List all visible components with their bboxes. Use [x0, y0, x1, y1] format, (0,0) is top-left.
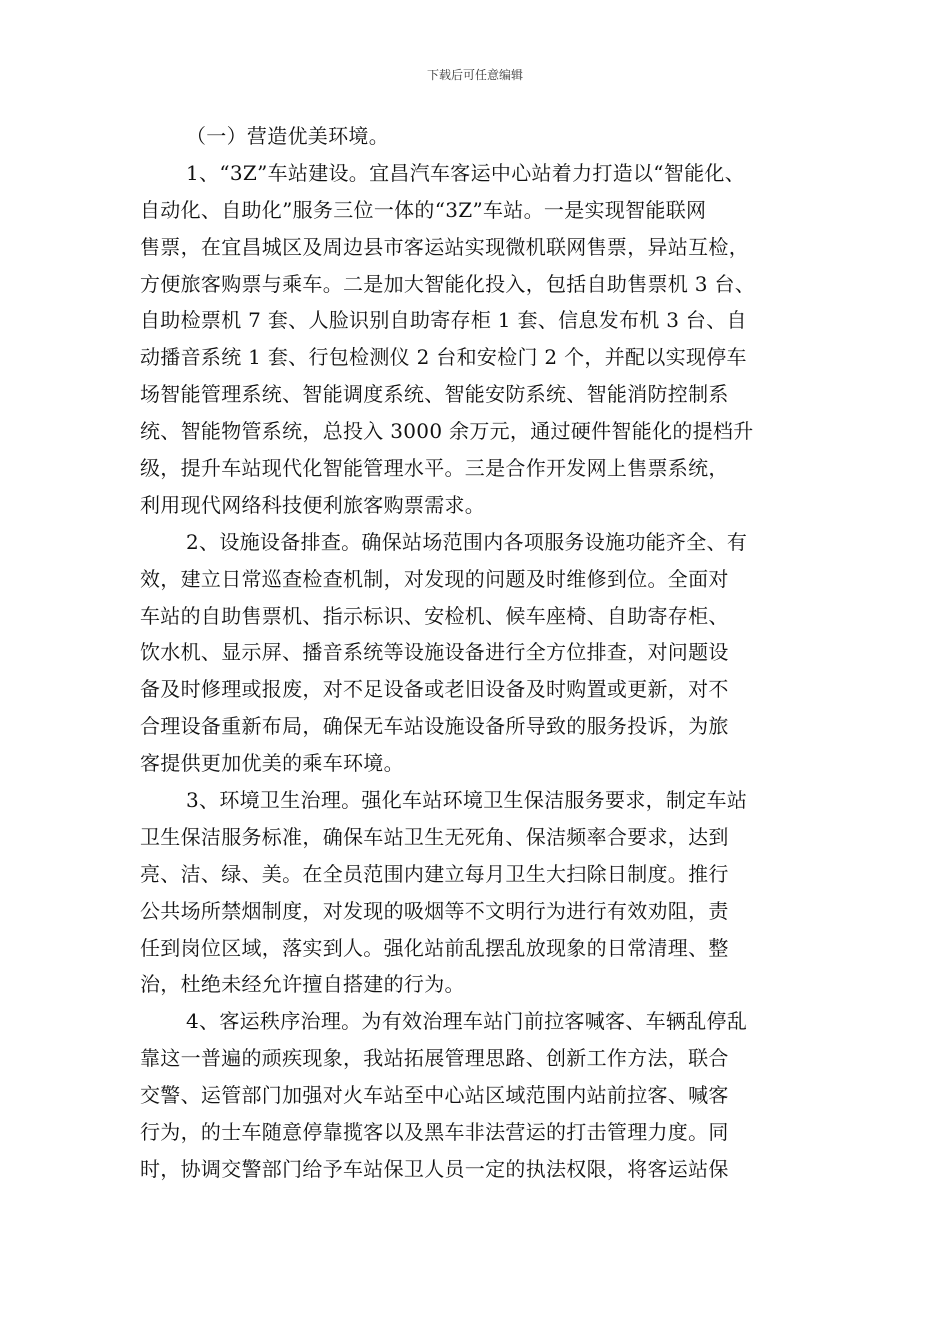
paragraph-line: 备及时修理或报废，对不足设备或老旧设备及时购置或更新，对不 [140, 677, 729, 702]
paragraph-line: 利用现代网络科技便利旅客购票需求。 [140, 492, 486, 517]
paragraph-line: 治，杜绝未经允许擅自搭建的行为。 [140, 972, 465, 997]
section-heading: （一）营造优美环境。 [186, 124, 389, 148]
paragraph-line: 场智能管理系统、智能调度系统、智能安防系统、智能消防控制系 [140, 382, 729, 407]
paragraph-line: 交警、运管部门加强对火车站至中心站区域范围内站前拉客、喊客 [140, 1083, 729, 1108]
paragraph-line: 2、设施设备排查。确保站场范围内各项服务设施功能齐全、有 [186, 529, 748, 554]
paragraph-line: 4、客运秩序治理。为有效治理车站门前拉客喊客、车辆乱停乱 [186, 1009, 748, 1034]
paragraph-line: 行为，的士车随意停靠揽客以及黑车非法营运的打击管理力度。同 [140, 1120, 729, 1145]
paragraph-line: 自动化、自助化”服务三位一体的“3Z”车站。一是实现智能联网 [140, 197, 707, 222]
paragraph-line: 靠这一普遍的顽疾现象，我站拓展管理思路、创新工作方法，联合 [140, 1046, 729, 1071]
paragraph-line: 客提供更加优美的乘车环境。 [140, 751, 404, 776]
paragraph-line: 效，建立日常巡查检查机制，对发现的问题及时维修到位。全面对 [140, 566, 729, 591]
paragraph-line: 合理设备重新布局，确保无车站设施设备所导致的服务投诉，为旅 [140, 714, 729, 739]
paragraph-line: 任到岗位区域，落实到人。强化站前乱摆乱放现象的日常清理、整 [140, 935, 729, 960]
paragraph-line: 售票，在宜昌城区及周边县市客运站实现微机联网售票，异站互检， [140, 234, 749, 259]
paragraph-line: 统、智能物管系统，总投入 3000 余万元，通过硬件智能化的提档升 [140, 419, 754, 444]
paragraph-line: 自助检票机 7 套、人脸识别自助寄存柜 1 套、信息发布机 3 台、自 [140, 308, 747, 333]
paragraph-line: 饮水机、显示屏、播音系统等设施设备进行全方位排查，对问题设 [140, 640, 729, 665]
paragraph-line: 亮、洁、绿、美。在全员范围内建立每月卫生大扫除日制度。推行 [140, 861, 729, 886]
paragraph-line: 时，协调交警部门给予车站保卫人员一定的执法权限，将客运站保 [140, 1156, 729, 1181]
paragraph-line: 动播音系统 1 套、行包检测仪 2 台和安检门 2 个，并配以实现停车 [140, 345, 747, 370]
document-body [140, 118, 818, 1188]
page-header-note: 下载后可任意编辑 [426, 68, 523, 82]
paragraph-line: 卫生保洁服务标准，确保车站卫生无死角、保洁频率合要求，达到 [140, 824, 729, 849]
paragraph-line: 方便旅客购票与乘车。二是加大智能化投入，包括自助售票机 3 台、 [140, 271, 756, 296]
paragraph-line: 车站的自助售票机、指示标识、安检机、候车座椅、自助寄存柜、 [140, 603, 729, 628]
paragraph-line: 公共场所禁烟制度，对发现的吸烟等不文明行为进行有效劝阻，责 [140, 898, 729, 923]
paragraph-line: 1、“3Z”车站建设。宜昌汽车客运中心站着力打造以“智能化、 [186, 160, 746, 185]
paragraph-line: 3、环境卫生治理。强化车站环境卫生保洁服务要求，制定车站 [186, 788, 748, 813]
paragraph-line: 级，提升车站现代化智能管理水平。三是合作开发网上售票系统， [140, 456, 729, 481]
